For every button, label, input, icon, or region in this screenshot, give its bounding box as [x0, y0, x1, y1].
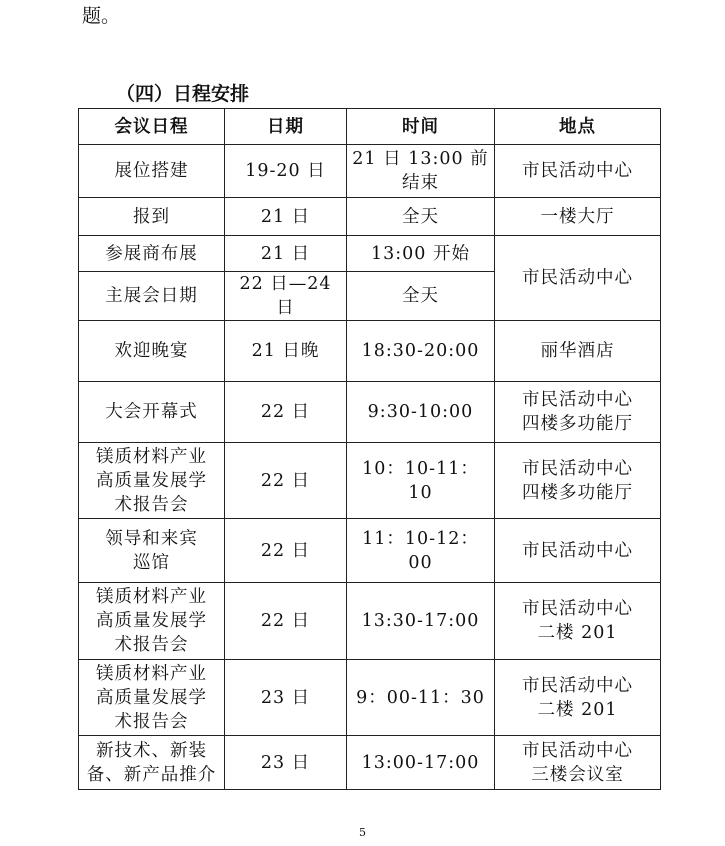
table-row [79, 660, 661, 736]
cell-place: 市民活动中心 二楼 201 [495, 660, 661, 736]
cell-time: 11：10-12：00 [347, 519, 495, 583]
cell-date: 21 日晚 [225, 321, 347, 382]
cell-event: 参展商布展 [79, 236, 225, 272]
cell-event: 镁质材料产业 高质量发展学 术报告会 [79, 660, 225, 736]
header-place: 地点 [495, 109, 661, 145]
cell-time: 全天 [347, 272, 495, 321]
cell-place: 丽华酒店 [495, 321, 661, 382]
header-event: 会议日程 [79, 109, 225, 145]
cell-date: 22 日 [225, 443, 347, 519]
cell-event: 大会开幕式 [79, 382, 225, 443]
cell-date: 19-20 日 [225, 145, 347, 198]
cell-date: 22 日—24 日 [225, 272, 347, 321]
cell-time: 21 日 13:00 前 结束 [347, 145, 495, 198]
cell-time: 18:30-20:00 [347, 321, 495, 382]
cell-date: 22 日 [225, 583, 347, 660]
schedule-table [78, 108, 661, 790]
cell-time: 13:00 开始 [347, 236, 495, 272]
cell-date: 21 日 [225, 236, 347, 272]
previous-paragraph-fragment: 题。 [82, 5, 121, 27]
cell-place-merged: 市民活动中心 [495, 236, 661, 321]
cell-event: 欢迎晚宴 [79, 321, 225, 382]
section-heading: （四）日程安排 [116, 83, 250, 105]
cell-place: 市民活动中心 四楼多功能厅 [495, 382, 661, 443]
cell-date: 22 日 [225, 382, 347, 443]
cell-event: 展位搭建 [79, 145, 225, 198]
cell-place: 市民活动中心 四楼多功能厅 [495, 443, 661, 519]
cell-time: 9:30-10:00 [347, 382, 495, 443]
cell-date: 23 日 [225, 736, 347, 790]
cell-date: 22 日 [225, 519, 347, 583]
cell-event: 镁质材料产业 高质量发展学 术报告会 [79, 443, 225, 519]
cell-event: 报到 [79, 198, 225, 236]
cell-time: 全天 [347, 198, 495, 236]
table-row [79, 145, 661, 198]
table-row [79, 443, 661, 519]
table-row [79, 236, 661, 272]
cell-date: 21 日 [225, 198, 347, 236]
cell-place: 市民活动中心 [495, 519, 661, 583]
header-time: 时间 [347, 109, 495, 145]
page-number: 5 [359, 826, 366, 839]
table-row [79, 382, 661, 443]
table-row [79, 736, 661, 790]
cell-place: 市民活动中心 二楼 201 [495, 583, 661, 660]
cell-event: 镁质材料产业 高质量发展学 术报告会 [79, 583, 225, 660]
cell-time: 10：10-11：10 [347, 443, 495, 519]
table-row [79, 519, 661, 583]
cell-event: 新技术、新装 备、新产品推介 [79, 736, 225, 790]
cell-event: 领导和来宾 巡馆 [79, 519, 225, 583]
table-header-row [79, 109, 661, 145]
table-row [79, 198, 661, 236]
header-date: 日期 [225, 109, 347, 145]
cell-time: 13:00-17:00 [347, 736, 495, 790]
table-row [79, 321, 661, 382]
cell-date: 23 日 [225, 660, 347, 736]
cell-event: 主展会日期 [79, 272, 225, 321]
cell-time: 13:30-17:00 [347, 583, 495, 660]
cell-place: 一楼大厅 [495, 198, 661, 236]
cell-time: 9：00-11：30 [347, 660, 495, 736]
cell-place: 市民活动中心 三楼会议室 [495, 736, 661, 790]
cell-place: 市民活动中心 [495, 145, 661, 198]
table-row [79, 583, 661, 660]
